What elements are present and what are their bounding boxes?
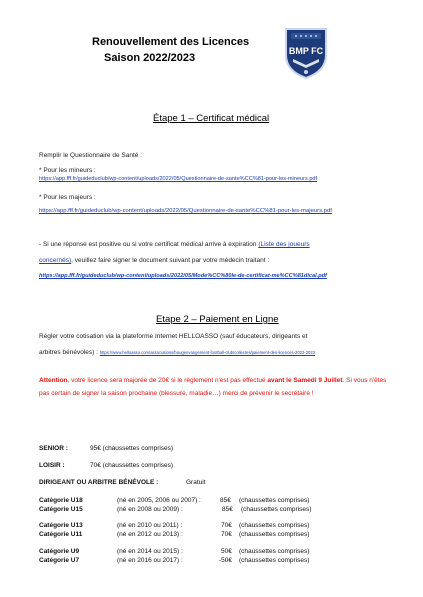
category-name: Catégorie U7 [39,557,80,564]
late-payment-warning [39,374,389,400]
dirigeant-price: Gratuit [186,479,206,486]
category-row [39,531,310,538]
positive-answer-line-2 [39,257,269,264]
medical-certificate-link[interactable]: https://app.fff.fr/guideduclub/wp-content/uploads/2022/05/Mode%CC%80le-de-certificat-me%CC%81dical.pdf [39,273,327,279]
warning-deadline: avant le Samedi 9 Juillet [267,377,343,384]
category-years: (né en 2005, 2006 ou 2007) : [117,497,201,504]
category-price: 50€ [221,548,232,555]
loisir-price: 70€ (chaussettes comprises) [90,462,174,469]
category-row [39,497,310,504]
title-line-1: Renouvellement des Licences [92,36,250,48]
category-row [39,548,310,555]
category-note: (chaussettes comprises) [239,531,310,538]
category-note: (chaussettes comprises) [239,548,310,555]
category-note: (chaussettes comprises) [241,506,312,513]
loisir-row [39,462,174,469]
etape1-heading: Étape 1 – Certificat médical [153,113,270,124]
category-note: (chaussettes comprises) [239,497,310,504]
payment-instruction-text: arbitres bénévoles) : [39,349,98,356]
category-name: Catégorie U15 [39,506,83,513]
category-name: Catégorie U13 [39,522,83,529]
concerned-players-link-a[interactable]: (Liste des joueurs [258,241,310,248]
category-price: 85€ [220,497,231,504]
minors-questionnaire-link[interactable]: https://app.fff.fr/guideduclub/wp-content/uploads/2022/05/Questionnaire-de-sante%CC%81-pour-les-mineurs.pdf [39,176,318,182]
senior-label: SENIOR : [39,445,68,452]
dirigeant-row [39,479,206,486]
category-row [39,506,312,513]
category-name: Catégorie U18 [39,497,83,504]
positive-text-a: - Si une réponse est positive ou si votre certificat médical arrive à expiration [39,241,257,248]
category-price: -50€ [219,557,233,564]
senior-price: 95€ (chaussettes comprises) [90,445,174,452]
dirigeant-label: DIRIGEANT OU ARBITRE BÉNÉVOLE : [39,479,159,486]
positive-text-b: , veuillez faire signer le document suivant par votre médecin traitant : [71,257,270,264]
category-note: (chaussettes comprises) [239,522,310,529]
payment-instruction-line1: Régler votre cotisation via la plateforme Internet HELLOASSO (sauf éducateurs, dirigeants et [39,333,308,340]
category-price: 70€ [221,522,232,529]
majors-label: * Pour les majeurs : [39,194,96,201]
category-years: (né en 2010 ou 2011) : [117,522,183,529]
logo-text: BMP FC [288,46,324,56]
category-years: (né en 2016 ou 2017) : [117,557,183,564]
majors-questionnaire-link[interactable]: https://app.fff.fr/guideduclub/wp-content/uploads/2022/05/Questionnaire-de-sante%CC%81-pour-les-majeurs.pdf [39,208,332,214]
senior-row [39,445,174,452]
etape2-heading: Etape 2 – Paiement en Ligne [156,314,279,325]
category-row [39,522,310,529]
helloasso-link[interactable]: https://www.helloasso.com/associations/bougenvangement-football-club/collectes/paiement-des-licences-2022-2023 [99,350,316,355]
loisir-label: LOISIR : [39,462,65,469]
questionnaire-instruction: Remplir le Questionnaire de Santé : [39,152,142,159]
category-years: (né en 2008 ou 2009) : [117,506,183,513]
category-price: 70€ [221,531,232,538]
attention-label: Attention [39,377,68,384]
warning-part1: , votre licence sera majorée de 20€ si le règlement n'est pas effectué [67,377,268,384]
category-note: (chaussettes comprises) [239,557,310,564]
warning-part2: . Si vous n'êtes pas certain de signer la saison prochaine (blessure, maladie…) merci de prévenir le secrétaire ! [39,377,387,397]
category-years: (né en 2012 ou 2013) : [117,531,183,538]
category-price: 85€ [222,506,233,513]
category-years: (né en 2014 ou 2015) : [117,548,183,555]
minors-label: * Pour les mineurs : [39,167,96,174]
positive-answer-line [39,241,310,248]
title-line-2: Saison 2022/2023 [104,52,196,64]
club-logo [283,25,329,79]
payment-instruction-line2 [39,349,315,356]
category-row [39,557,310,564]
category-name: Catégorie U11 [39,531,83,538]
concerned-players-link-b[interactable]: concernés) [39,257,72,264]
category-name: Catégorie U9 [39,548,80,555]
